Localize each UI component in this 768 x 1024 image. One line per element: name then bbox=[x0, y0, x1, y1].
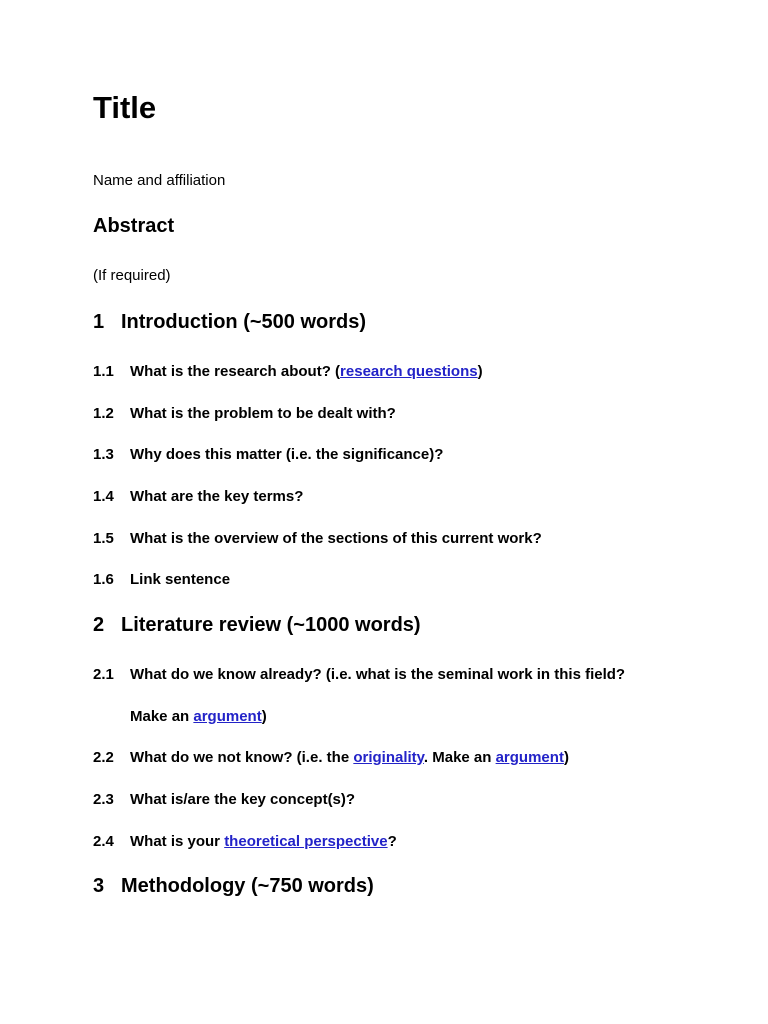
list-item-2-3 bbox=[93, 790, 355, 810]
item-number: 2.2 bbox=[93, 749, 114, 766]
argument-link[interactable]: argument bbox=[495, 749, 564, 766]
author-affiliation: Name and affiliation bbox=[93, 172, 226, 189]
section-heading-introduction bbox=[93, 308, 366, 336]
item-number: 1.6 bbox=[93, 571, 114, 588]
section-heading-literature-review bbox=[93, 611, 421, 639]
list-item-1-2 bbox=[93, 404, 396, 424]
item-text: Make an bbox=[130, 708, 194, 725]
item-number: 1.3 bbox=[93, 446, 114, 463]
item-text: What is the problem to be dealt with? bbox=[130, 405, 396, 422]
list-item-1-5 bbox=[93, 529, 542, 549]
list-item-1-6 bbox=[93, 570, 230, 590]
item-text: What do we not know? (i.e. the bbox=[130, 749, 354, 766]
section-number: 1 bbox=[93, 311, 105, 333]
originality-link[interactable]: originality bbox=[353, 749, 424, 766]
item-text-end: ) bbox=[261, 708, 267, 725]
section-number: 2 bbox=[93, 614, 105, 636]
list-item-1-1 bbox=[93, 362, 483, 382]
section-title: Literature review (~1000 words) bbox=[121, 614, 421, 636]
list-item-2-1-continuation bbox=[130, 707, 267, 727]
item-text: Why does this matter (i.e. the significance)? bbox=[130, 446, 444, 463]
item-number: 2.3 bbox=[93, 791, 114, 808]
section-title: Methodology (~750 words) bbox=[121, 875, 374, 897]
abstract-heading: Abstract bbox=[93, 215, 175, 237]
item-text-mid: . Make an bbox=[423, 749, 496, 766]
section-heading-methodology bbox=[93, 872, 374, 900]
section-number: 3 bbox=[93, 875, 105, 897]
item-text: What do we know already? (i.e. what is the seminal work in this field? bbox=[130, 666, 626, 683]
list-item-1-4 bbox=[93, 487, 303, 507]
item-number: 2.4 bbox=[93, 833, 114, 850]
item-number: 1.4 bbox=[93, 488, 114, 505]
item-text: What is/are the key concept(s)? bbox=[130, 791, 356, 808]
item-text: What is the research about? ( bbox=[130, 363, 341, 380]
document-title: Title bbox=[93, 90, 157, 125]
abstract-note: (If required) bbox=[93, 267, 171, 284]
item-number: 1.1 bbox=[93, 363, 114, 380]
list-item-1-3 bbox=[93, 445, 443, 465]
list-item-2-2 bbox=[93, 748, 569, 768]
item-text-end: ) bbox=[477, 363, 483, 380]
item-text: What is the overview of the sections of this current work? bbox=[130, 530, 542, 547]
item-text: Link sentence bbox=[130, 571, 231, 588]
research-questions-link[interactable]: research questions bbox=[340, 363, 478, 380]
item-number: 1.2 bbox=[93, 405, 114, 422]
item-text-end: ) bbox=[563, 749, 569, 766]
section-title: Introduction (~500 words) bbox=[121, 311, 367, 333]
list-item-2-1 bbox=[93, 665, 625, 685]
item-number: 2.1 bbox=[93, 666, 114, 683]
list-item-2-4 bbox=[93, 832, 397, 852]
item-text-end: ? bbox=[387, 833, 397, 850]
theoretical-perspective-link[interactable]: theoretical perspective bbox=[224, 833, 388, 850]
argument-link[interactable]: argument bbox=[193, 708, 262, 725]
item-text: What is your bbox=[130, 833, 225, 850]
item-number: 1.5 bbox=[93, 530, 114, 547]
item-text: What are the key terms? bbox=[130, 488, 304, 505]
